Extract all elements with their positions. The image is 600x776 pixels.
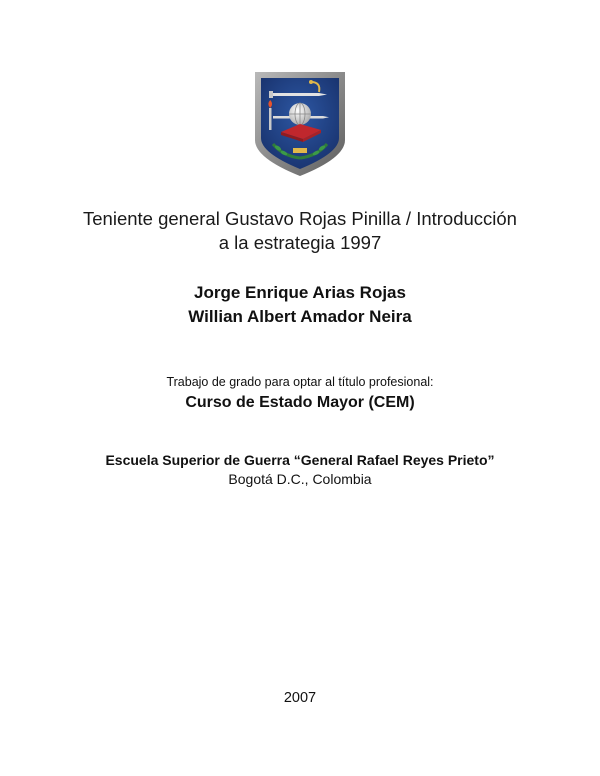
degree-intro-text: Trabajo de grado para optar al título profesional: — [166, 375, 434, 389]
institution-location: Bogotá D.C., Colombia — [228, 471, 372, 487]
publication-year: 2007 — [283, 690, 317, 706]
military-school-crest-icon — [251, 70, 349, 178]
thesis-title-line-2: a la estrategia 1997 — [218, 232, 382, 253]
author-name: Willian Albert Amador Neira — [188, 307, 412, 326]
institution-name: Escuela Superior de Guerra “General Rafael Reyes Prieto” — [105, 452, 495, 468]
thesis-title — [0, 207, 600, 255]
author-list — [0, 281, 600, 329]
degree-name: Curso de Estado Mayor (CEM) — [185, 394, 415, 411]
author-name: Jorge Enrique Arias Rojas — [194, 283, 406, 302]
thesis-title-line-1: Teniente general Gustavo Rojas Pinilla / Introducción — [83, 208, 517, 229]
